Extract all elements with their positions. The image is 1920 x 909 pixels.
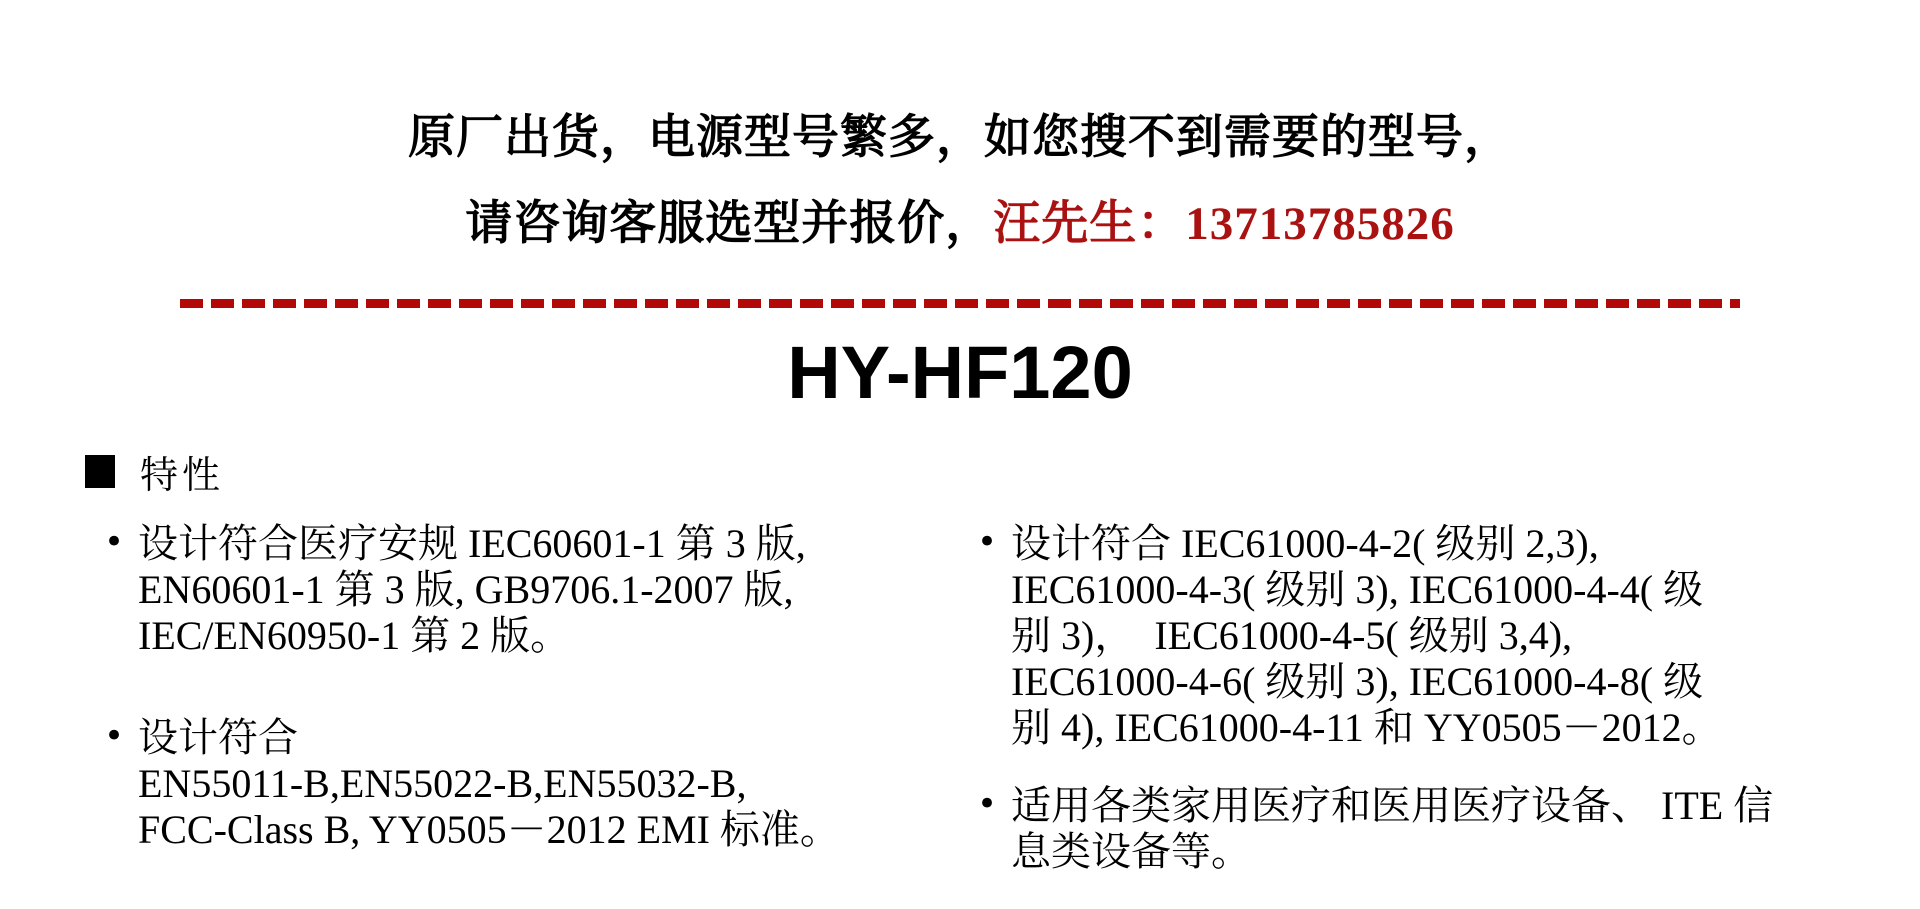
promo-headline-line2-text: 请咨询客服选型并报价， (465, 198, 994, 250)
black-square-icon (85, 455, 115, 488)
features-right-column (977, 521, 1872, 907)
bullet-icon: • (977, 522, 998, 562)
feature-item (977, 783, 1872, 875)
feature-line: IEC61000-4-6( 级别 3), IEC61000-4-8( 级 (1011, 659, 1704, 704)
promo-headline-line1: 原厂出货，电源型号繁多，如您搜不到需要的型号， (408, 112, 1512, 164)
contact-phone: 汪先生：13713785826 (993, 198, 1455, 250)
features-left-column (104, 521, 984, 909)
feature-line: 适用各类家用医疗和医用医疗设备、 ITE 信 (1011, 783, 1774, 828)
feature-line: 设计符合 IEC61000-4-2( 级别 2,3), (1011, 521, 1599, 566)
feature-line: EN60601-1 第 3 版, GB9706.1-2007 版, (138, 567, 794, 612)
feature-item (104, 715, 984, 853)
feature-line: IEC61000-4-3( 级别 3), IEC61000-4-4( 级 (1011, 567, 1704, 612)
feature-line: 息类设备等。 (1011, 829, 1251, 874)
red-dashed-divider (180, 299, 1740, 308)
bullet-icon: • (104, 716, 125, 756)
feature-line: 设计符合 (138, 715, 298, 760)
feature-item (977, 521, 1872, 751)
bullet-icon: • (104, 522, 125, 562)
feature-item (104, 521, 984, 659)
features-section-label: 特性 (140, 455, 225, 497)
feature-line: 别 3)， IEC61000-4-5( 级别 3,4), (1011, 613, 1573, 658)
feature-line: EN55011-B,EN55022-B,EN55032-B, (138, 761, 747, 806)
features-section-header (85, 444, 224, 499)
feature-line: 设计符合医疗安规 IEC60601-1 第 3 版, (138, 521, 806, 566)
feature-line: 别 4), IEC61000-4-11 和 YY0505－2012。 (1011, 705, 1722, 750)
feature-line: IEC/EN60950-1 第 2 版。 (138, 613, 571, 658)
promo-headline-line2 (0, 196, 1920, 252)
feature-line: FCC-Class B, YY0505－2012 EMI 标准。 (138, 807, 840, 852)
model-title: HY-HF120 (787, 331, 1133, 414)
bullet-icon: • (977, 784, 998, 824)
